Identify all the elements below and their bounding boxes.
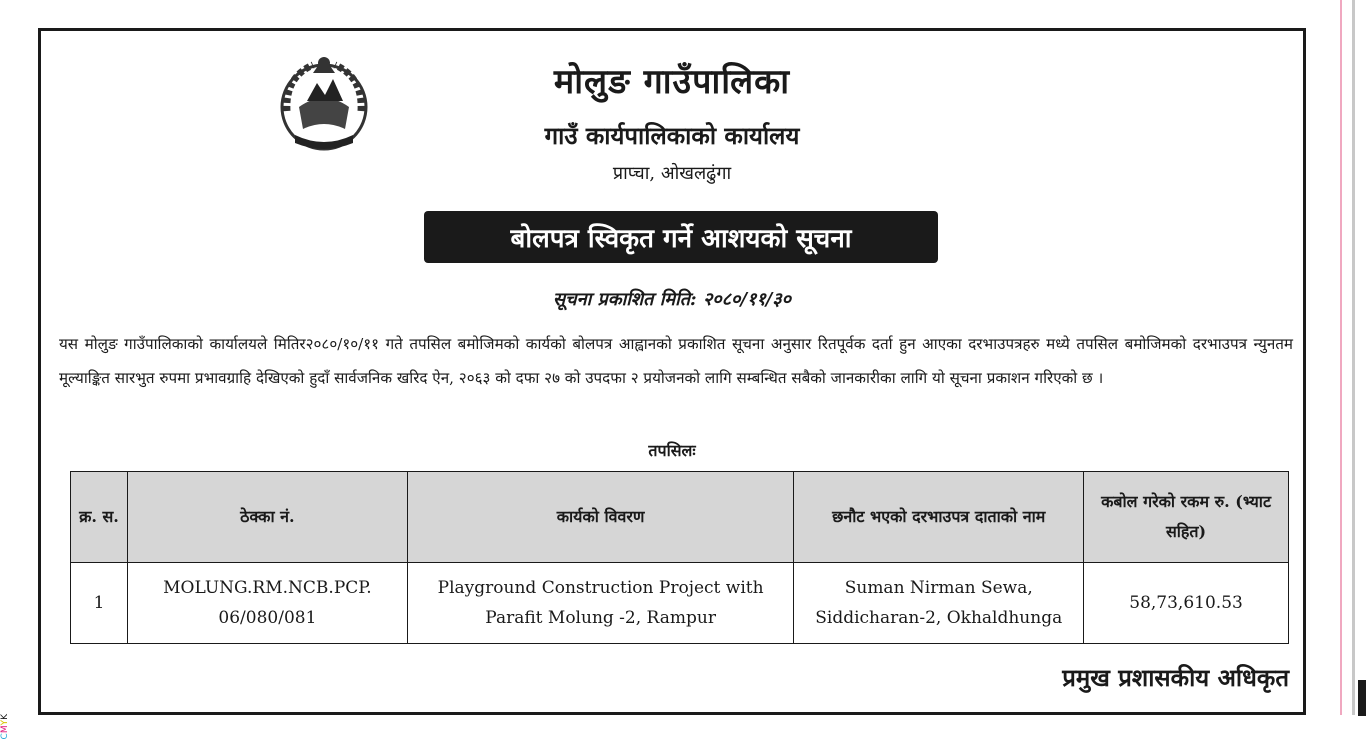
municipality-title: मोलुङ गाउँपालिका (553, 62, 791, 102)
cell-bidder: Suman Nirman Sewa, Siddicharan-2, Okhaldhunga (794, 563, 1084, 644)
award-table (70, 471, 1289, 644)
header-bidder: छनौट भएको दरभाउपत्र दाताको नाम (794, 472, 1084, 563)
print-mark-k: K (0, 714, 10, 720)
print-mark-c: C (0, 733, 10, 740)
print-mark-y: Y (0, 719, 10, 726)
page-edge-block (1358, 680, 1366, 716)
cell-contract-no: MOLUNG.RM.NCB.PCP. 06/080/081 (127, 563, 407, 644)
notice-banner: बोलपत्र स्विकृत गर्ने आशयको सूचना (424, 211, 938, 263)
cell-work: Playground Construction Project with Parafit Molung -2, Rampur (407, 563, 794, 644)
notice-body: यस मोलुङ गाउँपालिकाको कार्यालयले मितिर२०८०/१०/११ गते तपसिल बमोजिमको कार्यको बोलपत्र आह्वानको प्रकाशित सूचना अनुसार रितपूर्वक दर्ता हुन आएका दरभाउपत्रहरु मध्ये तपसिल बमोजिमको दरभाउपत्र न्युनतम मूल्याङ्कित सारभुत रुपमा प्रभावग्राहि देखिएको हुदाँ सार्वजनिक खरिद ऐन, २०६३ को दफा २७ को उपदफा २ प्रयोजनको लागि सम्बन्धित सबैको जानकारीका लागि यो सूचना प्रकाशन गरिएको छ । (59, 335, 1293, 387)
header-sn: क्र. स. (71, 472, 128, 563)
table-row (71, 563, 1289, 644)
header-work: कार्यको विवरण (407, 472, 794, 563)
cell-amount: 58,73,610.53 (1084, 563, 1289, 644)
office-subtitle: गाउँ कार्यपालिकाको कार्यालय (544, 121, 800, 150)
cmyk-print-mark (0, 714, 14, 739)
print-mark-m: M (0, 725, 10, 734)
table-header-row (71, 472, 1289, 563)
cell-sn: 1 (71, 563, 128, 644)
notice-frame (38, 28, 1306, 715)
signatory-title: प्रमुख प्रशासकीय अधिकृत (1062, 664, 1289, 692)
office-address: प्राप्चा, ओखलढुंगा (612, 163, 732, 184)
page-edge-line (1340, 0, 1342, 715)
header-amount: कबोल गरेको रकम रु. (भ्याट सहित) (1084, 472, 1289, 563)
details-label: तपसिलः (648, 441, 696, 460)
page-edge-bar (1352, 0, 1355, 715)
publication-date: सूचना प्रकाशित मिति: २०८०/११/३० (553, 289, 791, 310)
header-contract-no: ठेक्का नं. (127, 472, 407, 563)
